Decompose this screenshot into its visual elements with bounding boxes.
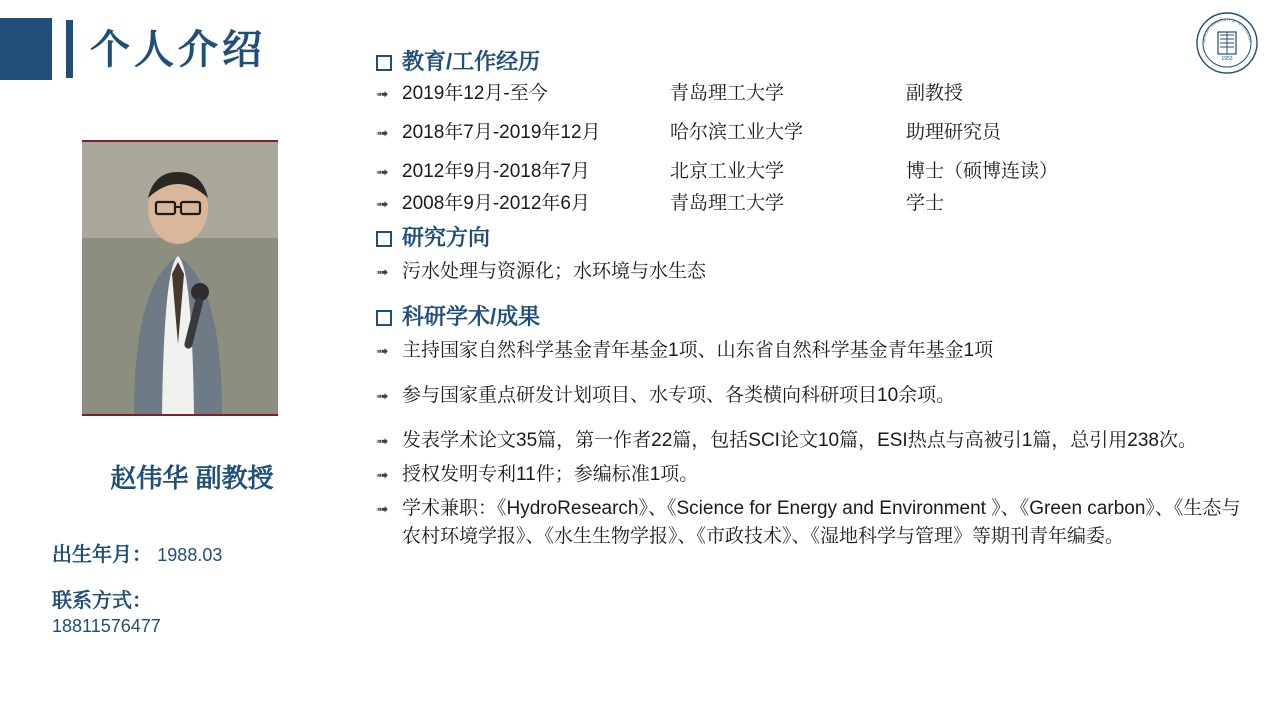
section-heading-achievements (376, 303, 1256, 331)
experience-period: 2012年9月-2018年7月 (402, 161, 590, 182)
experience-org: 青岛理工大学 (670, 83, 785, 104)
list-item-text: 污水处理与资源化；水环境与水生态 (402, 261, 707, 282)
list-item-text: 授权发明专利11件；参编标准1项。 (402, 464, 699, 485)
contact-row (52, 584, 152, 613)
svg-text:QINGDAO UNIVERSITY OF TECHNOLO: QINGDAO UNIVERSITY OF TECHNOLOGY (1201, 17, 1253, 43)
section-heading-education (376, 48, 1256, 76)
person-name: 赵伟华 副教授 (110, 463, 274, 493)
experience-role: 学士 (906, 193, 945, 214)
table-row (376, 192, 1256, 217)
experience-role: 博士（硕博连读） (906, 161, 1059, 182)
arrow-bullet-icon: ➟ (376, 196, 389, 213)
square-bullet-icon (376, 310, 392, 326)
square-bullet-icon (376, 231, 392, 247)
profile-photo (82, 140, 278, 416)
square-bullet-icon (376, 55, 392, 71)
list-item (376, 427, 1256, 456)
arrow-bullet-icon: ➟ (376, 388, 389, 405)
list-item-text: 学术兼职：《HydroResearch》、《Science for Energy and Environment 》、《Green carbon》、《生态与农村环境学报》、《水生生物学报》、《市政技术》、《湿地科学与管理》等期刊青年编委。 (402, 498, 1241, 547)
table-row (376, 82, 1256, 107)
list-item-text: 发表学术论文35篇，第一作者22篇，包括SCI论文10篇，ESI热点与高被引1篇，总引用238次。 (402, 430, 1197, 451)
section-heading-text: 教育/工作经历 (402, 49, 541, 74)
section-heading-text: 科研学术/成果 (402, 304, 541, 329)
page-title: 个人介绍 (90, 28, 266, 72)
experience-org: 北京工业大学 (670, 161, 785, 182)
list-item-text: 参与国家重点研发计划项目、水专项、各类横向科研项目10余项。 (402, 385, 956, 406)
list-item (376, 258, 1256, 287)
experience-period: 2008年9月-2012年6月 (402, 193, 590, 214)
list-item (376, 495, 1256, 551)
section-heading-text: 研究方向 (402, 225, 491, 250)
experience-role: 助理研究员 (906, 122, 1002, 143)
birth-date-row (52, 538, 222, 567)
experience-table (376, 82, 1256, 217)
title-accent-square (0, 18, 52, 80)
arrow-bullet-icon: ➟ (376, 164, 389, 181)
birth-date-value: 1988.03 (157, 545, 223, 565)
list-item (376, 382, 1256, 411)
list-item-text: 主持国家自然科学基金青年基金1项、山东省自然科学基金青年基金1项 (402, 340, 994, 361)
experience-org: 青岛理工大学 (670, 193, 785, 214)
experience-org: 哈尔滨工业大学 (670, 122, 804, 143)
table-row (376, 160, 1256, 185)
arrow-bullet-icon: ➟ (376, 501, 389, 518)
section-heading-research (376, 224, 1256, 252)
arrow-bullet-icon: ➟ (376, 86, 389, 103)
experience-period: 2019年12月-至今 (402, 83, 548, 104)
experience-role: 副教授 (906, 83, 964, 104)
arrow-bullet-icon: ➟ (376, 125, 389, 142)
experience-period: 2018年7月-2019年12月 (402, 122, 601, 143)
title-accent-bar (66, 20, 73, 78)
contact-value: 18811576477 (52, 616, 161, 636)
content-column (376, 48, 1256, 556)
contact-label: 联系方式： (52, 590, 152, 612)
arrow-bullet-icon: ➟ (376, 343, 389, 360)
arrow-bullet-icon: ➟ (376, 467, 389, 484)
svg-text:1953: 1953 (1221, 56, 1233, 62)
list-item (376, 461, 1256, 490)
arrow-bullet-icon: ➟ (376, 264, 389, 281)
arrow-bullet-icon: ➟ (376, 433, 389, 450)
table-row (376, 121, 1256, 146)
list-item (376, 337, 1256, 366)
birth-date-label: 出生年月： (52, 544, 152, 566)
